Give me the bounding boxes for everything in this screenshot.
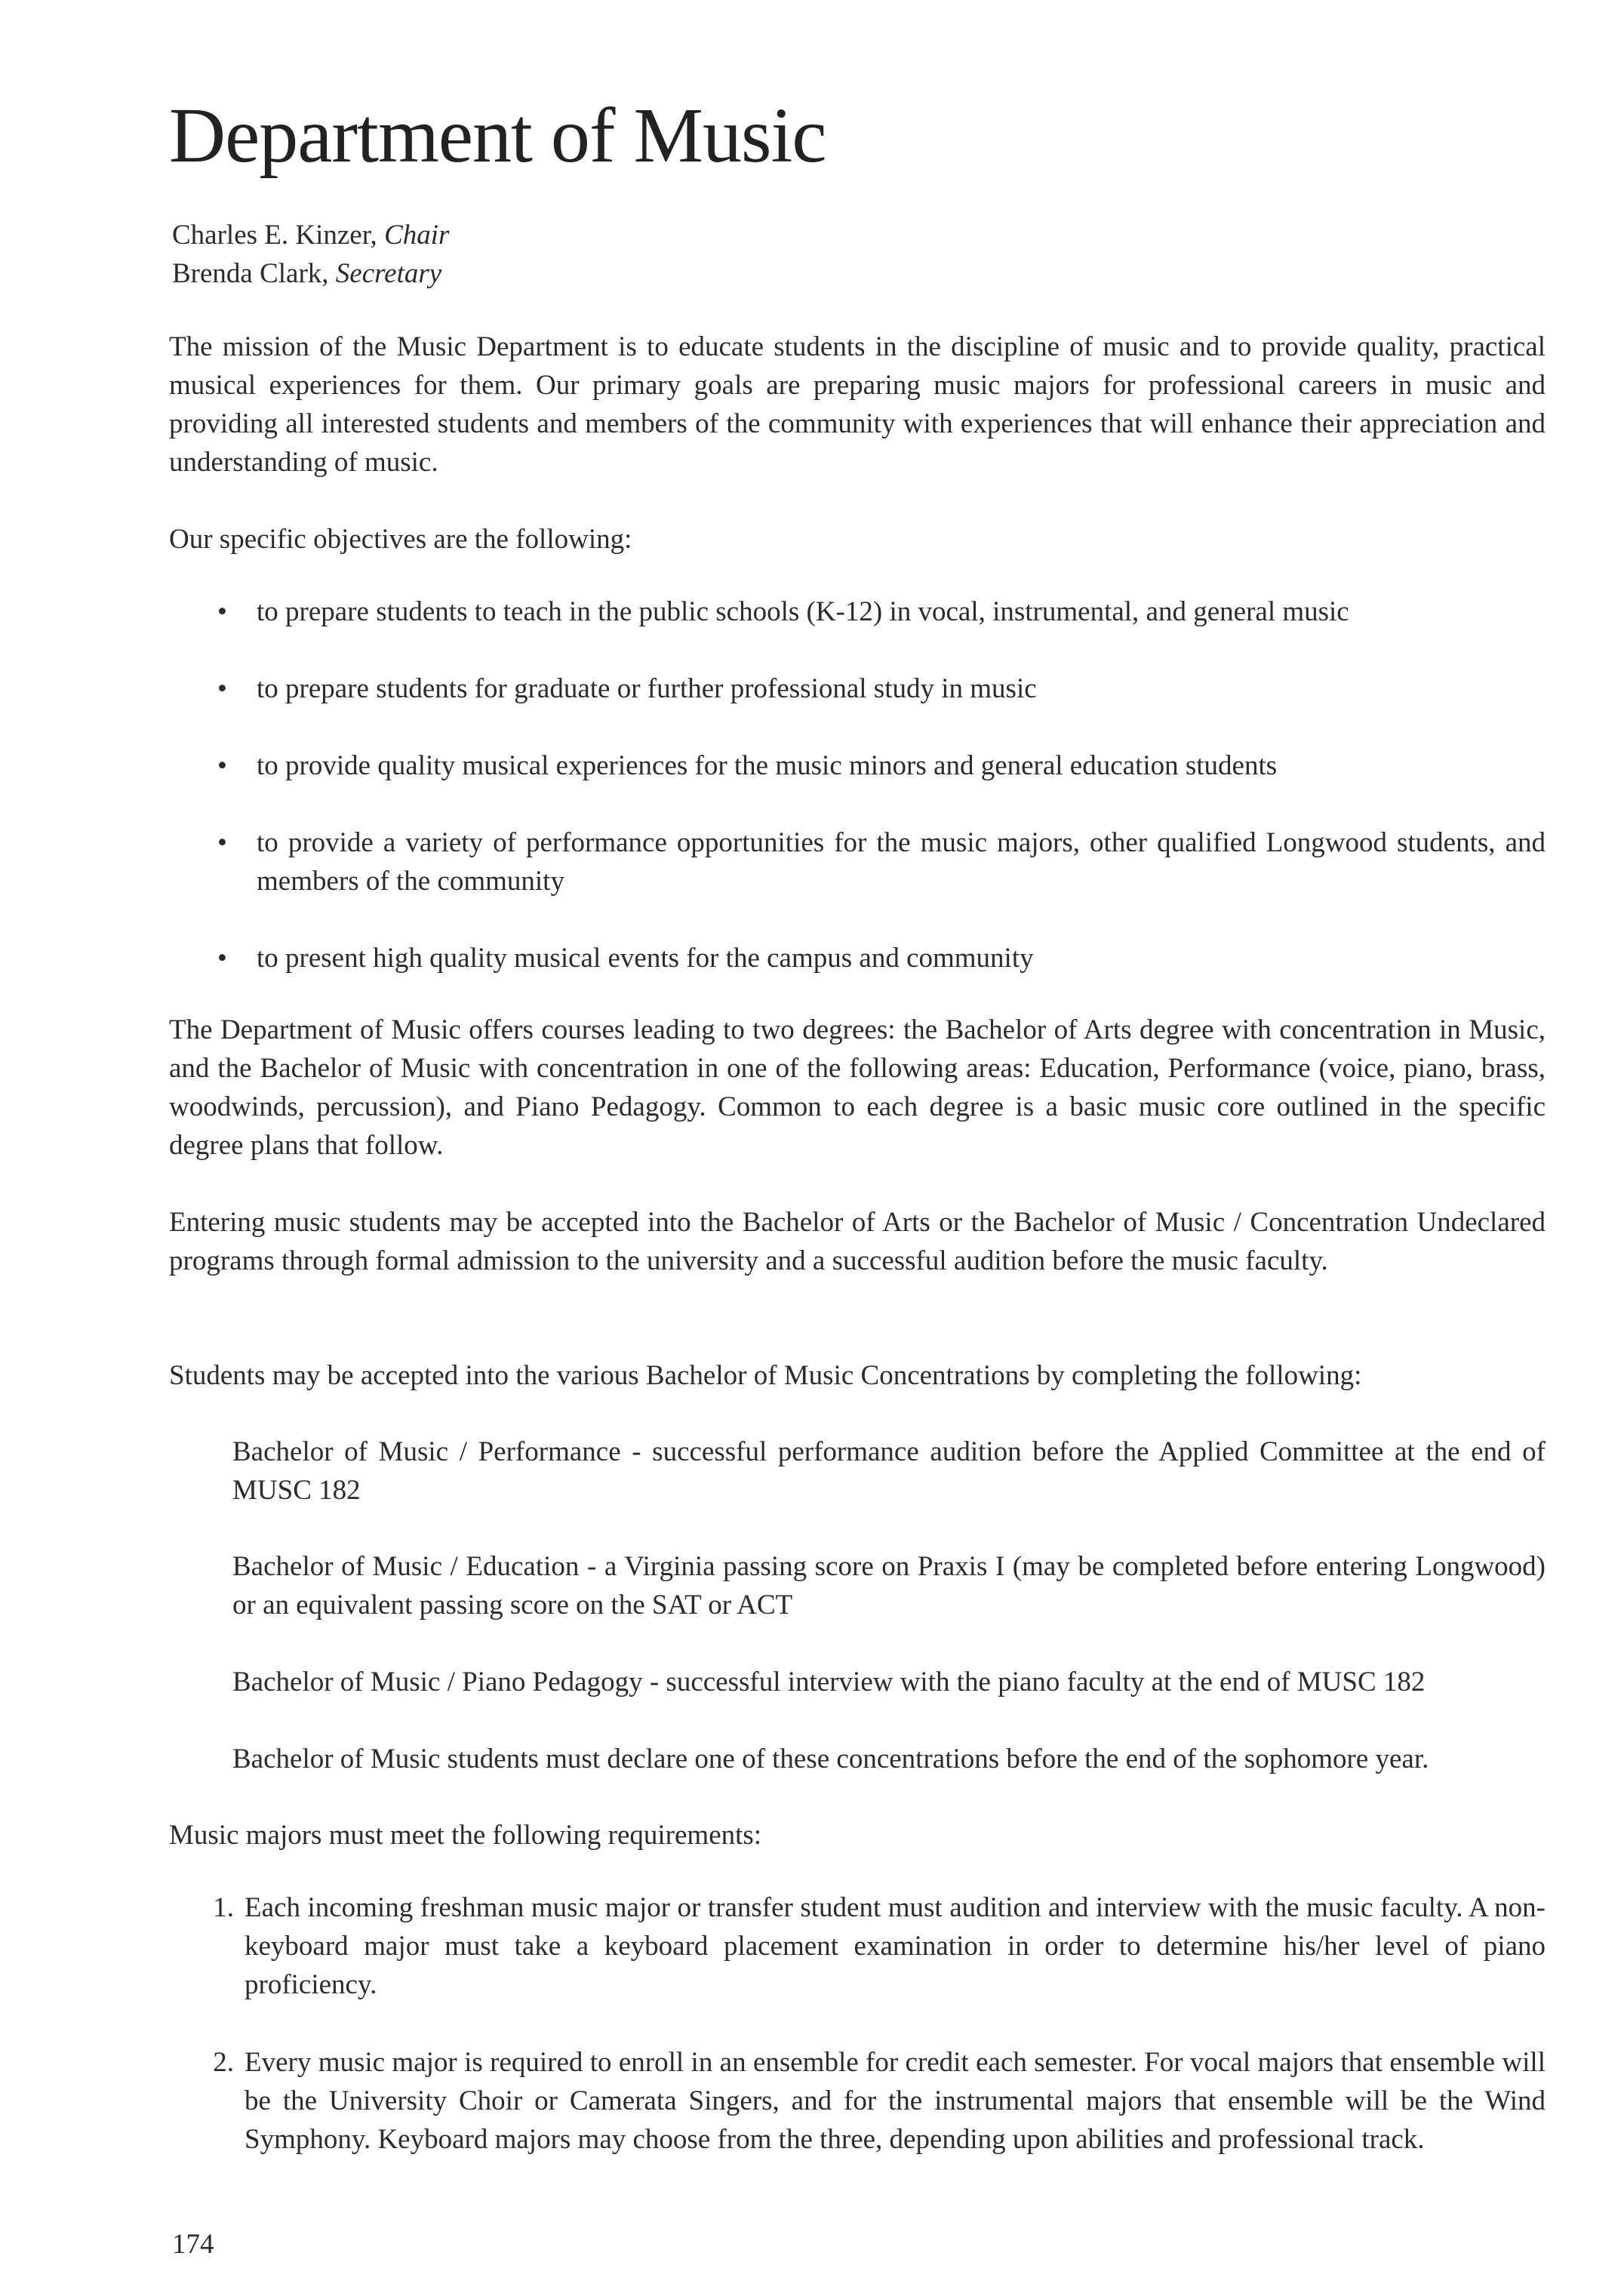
list-item (217, 746, 1546, 785)
bullet-icon: • (217, 750, 227, 781)
bullet-icon: • (217, 943, 227, 974)
list-item (196, 1888, 1546, 2004)
item-number: 2. (213, 2047, 234, 2078)
bullet-icon: • (217, 827, 227, 858)
staff-secretary (172, 254, 449, 293)
staff-role: Secretary (335, 258, 442, 289)
page-title: Department of Music (169, 92, 826, 179)
page-number: 174 (172, 2229, 214, 2260)
accepted-intro: Students may be accepted into the various Bachelor of Music Concentrations by completing the following: (169, 1360, 1362, 1391)
objective-text: to prepare students for graduate or further professional study in music (257, 673, 1037, 704)
staff-chair (172, 216, 449, 254)
staff-role: Chair (384, 220, 450, 251)
staff-name: Brenda Clark, (172, 258, 329, 289)
requirement-text: Every music major is required to enroll in an ensemble for credit each semester. For vocal majors that ensemble will be the University Choir or Camerata Singers, and for the instrumental majors that ensemble will be the Wind Symphony. Keyboard majors may choose from the three, depending upon abilities and professional track. (245, 2047, 1546, 2155)
list-item (217, 669, 1546, 708)
bullet-icon: • (217, 673, 227, 704)
list-item (217, 823, 1546, 900)
requirement-text: Each incoming freshman music major or transfer student must audition and interview with the music faculty. A non-keyboard major must take a keyboard placement examination in order to determine his/her level of piano proficiency. (245, 1892, 1546, 2000)
staff-name: Charles E. Kinzer, (172, 220, 377, 251)
list-item (217, 592, 1546, 631)
list-item (196, 2043, 1546, 2159)
mission-paragraph: The mission of the Music Department is to educate students in the discipline of music and to provide quality, practical musical experiences for them. Our primary goals are preparing music majors for professional careers in music and providing all interested students and members of the community with experiences that will enhance their appreciation and understanding of music. (169, 331, 1546, 478)
concentration-item: Bachelor of Music / Education - a Virginia passing score on Praxis I (may be completed before entering Longwood) or an equivalent passing score on the SAT or ACT (232, 1551, 1546, 1620)
concentration-item: Bachelor of Music / Piano Pedagogy - successful interview with the piano faculty at the end of MUSC 182 (232, 1667, 1426, 1697)
requirements-intro: Music majors must meet the following requirements: (169, 1820, 762, 1851)
staff-list (172, 216, 449, 293)
bullet-icon: • (217, 596, 227, 627)
degrees-paragraph: The Department of Music offers courses leading to two degrees: the Bachelor of Arts degree with concentration in Music, and the Bachelor of Music with concentration in one of the following areas: Education, Performance (voice, piano, brass, woodwinds, percussion), and Piano Pedagogy. Common to each degree is a basic music core outlined in the specific degree plans that follow. (169, 1014, 1546, 1161)
objectives-intro: Our specific objectives are the following: (169, 524, 632, 555)
objective-text: to provide quality musical experiences for the music minors and general education students (257, 750, 1278, 781)
list-item (217, 939, 1546, 977)
objective-text: to prepare students to teach in the public schools (K-12) in vocal, instrumental, and general music (257, 596, 1349, 627)
concentration-item: Bachelor of Music / Performance - successful performance audition before the Applied Committee at the end of MUSC 182 (232, 1436, 1546, 1506)
concentration-item: Bachelor of Music students must declare one of these concentrations before the end of the sophomore year. (232, 1744, 1429, 1774)
objective-text: to provide a variety of performance opportunities for the music majors, other qualified Longwood students, and members of the community (257, 827, 1546, 897)
item-number: 1. (213, 1892, 234, 1923)
objective-text: to present high quality musical events for the campus and community (257, 943, 1034, 974)
entering-paragraph: Entering music students may be accepted into the Bachelor of Arts or the Bachelor of Music / Concentration Undeclared programs through formal admission to the university and a successful audition before the music faculty. (169, 1207, 1546, 1276)
